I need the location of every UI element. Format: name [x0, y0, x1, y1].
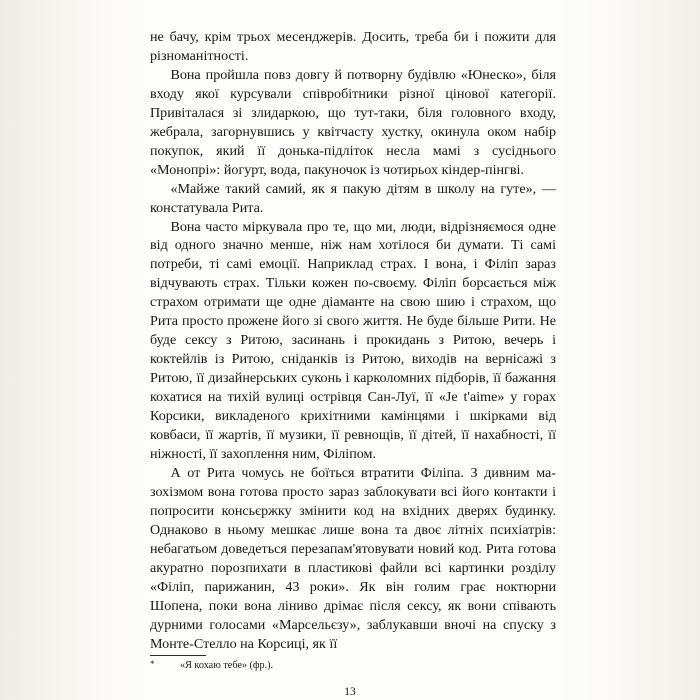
page-right-shading [556, 0, 700, 700]
page-left-shading [0, 0, 150, 700]
footnote-area [150, 655, 556, 672]
body-text [150, 28, 556, 653]
footnote [150, 660, 556, 672]
paragraph: не бачу, крім трьох месенджерів. Досить, треба би і пожити для різноманітності. [150, 29, 556, 64]
page-text-block [150, 28, 556, 668]
paragraph: Вона пройшла повз довгу й потворну будівлю «Юнеско», біля входу якої курсували співробітники різної цінової категорії. Привіталася зі злидаркою, що тут-таки, біля головного входу, жебрала, загорнувшись у квітчасту хустку, окинула оком набір покупок, який її донька-підліток несла мамі з сусіднього «Монопрі»: йогурт, вода, пакуночок із чотирьох кіндер-пінгві. [150, 66, 556, 178]
footnote-marker: * [150, 659, 155, 669]
footnote-text: «Я кохаю тебе» (фр.). [180, 660, 274, 671]
footnote-separator [150, 655, 206, 656]
page-number: 13 [344, 686, 356, 698]
paragraph: «Майже такий самий, як я пакую дітям в школу на гуте», — констатувала Рита. [150, 180, 556, 216]
paragraph: Вона часто міркувала про те, що ми, люди, відрізняємося одне від одного значно менше, ніж нам хотілося би думати. Ті самі потреби, ті самі емоції. Наприклад страх. І вона, і Філіп зараз відчувають страх. Тільки кожен по-своєму. Філіп борсається між страхом отримати ще одне діаманте на свою шию і страхом, що Рита просто прожене його зі свого життя. Не буде більше Рити. Не буде сексу з Ритою, засинань і прокидань з Ритою, вечерь і коктейлів із Ритою, сніданків із Ритою, виходів на вернісажі з Ритою, її дизайнерських суконь і карколомних підборів, її бажання кохатися на тихій вулиці острівця Сан-Луї, її «Je t'aime» у горах Корсики, викладеного крихітними камінцями і шкірками від ковбаси, її жартів, її музики, її ревнощів, її дітей, її нахабності, її ніжності, її захоплення ним, Філіпом. [150, 218, 556, 462]
paragraph: А от Рита чомусь не боїться втратити Філіпа. З дивним мазохізмом вона готова просто зараз заблокувати всі його контакти і попросити консьєржку змінити код на вхідних дверях будинку. Однаково в ньому мешкає лише вона та двоє літніх психіатрів: небагатьом доведеться перезапам'ятовувати новий код. Рита готова акуратно порозпихати в пластикові файли всі картинки розділу «Філіп, парижанин, 43 роки». Як він голим грає ноктюрни Шопена, поки вона ліниво дрімає після сексу, як вони співають дурними голосами «Марсельєзу», заблукавши вночі на спуску з Монте-Стелло на Корсиці, як її [150, 464, 556, 652]
